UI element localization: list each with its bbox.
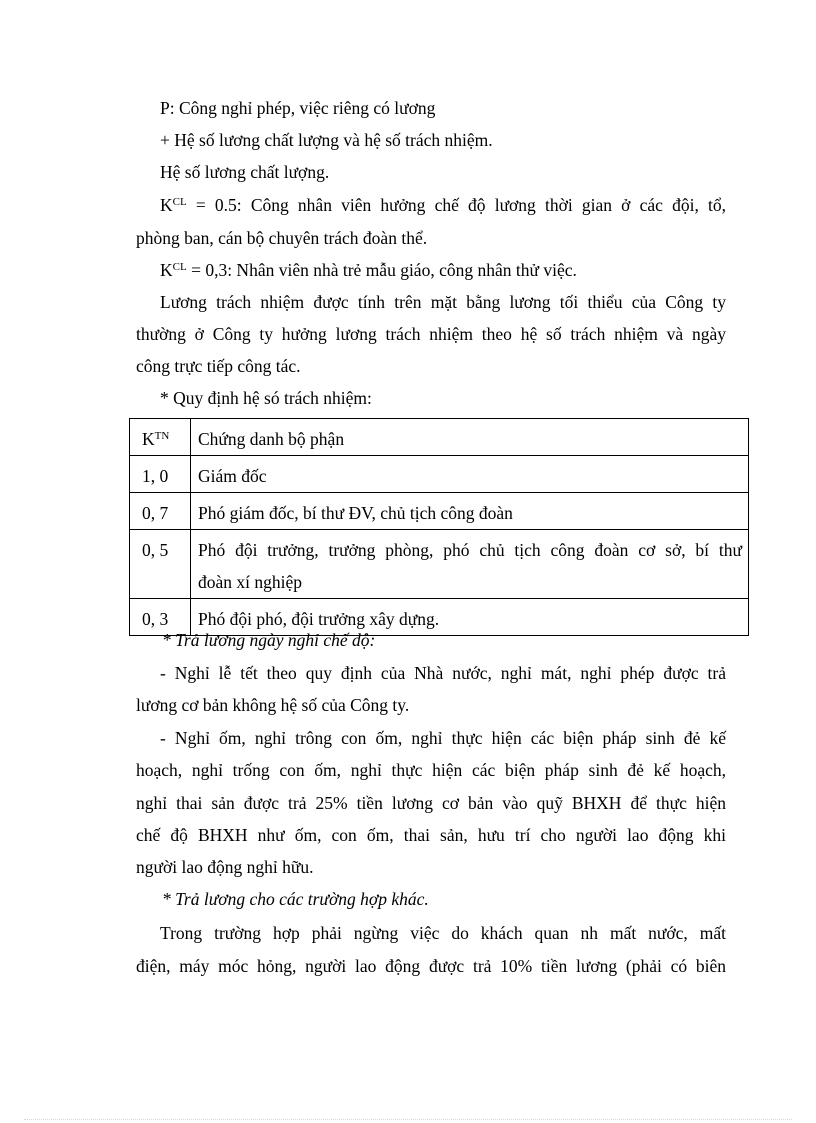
- paragraph-kcl-05-cont: phòng ban, cán bộ chuyên trách đoàn thể.: [136, 228, 428, 248]
- position-title: Phó đội phó, đội trưởng xây dựng.: [191, 599, 749, 636]
- table-row: [130, 493, 749, 530]
- k-value: 0, 5: [130, 530, 191, 599]
- paragraph-sick-2: hoạch, nghỉ trống con ốm, nghỉ thực hiện các biện pháp sinh đẻ kế hoạch,: [136, 760, 726, 780]
- table-row: [130, 456, 749, 493]
- position-title: Phó giám đốc, bí thư ĐV, chủ tịch công đoàn: [191, 493, 749, 530]
- position-title: Giám đốc: [191, 456, 749, 493]
- paragraph-stoppage-2: điện, máy móc hỏng, người lao động được trả 10% tiền lương (phải có biên: [136, 956, 726, 976]
- paragraph-kcl-05: $K^{CL} = 0.5$: Công nhân viên hưởng chế độ lương thời gian ở các đội, tổ,: [160, 195, 726, 215]
- paragraph-responsibility-1: Lương trách nhiệm được tính trên mặt bằng lương tối thiểu của Công ty: [160, 292, 726, 312]
- paragraph-leave-days: P: Công nghỉ phép, việc riêng có lương: [160, 98, 436, 118]
- paragraph-quality-coefficient: Hệ số lương chất lượng.: [160, 162, 330, 182]
- paragraph-coefficients: + Hệ số lương chất lượng và hệ số trách nhiệm.: [160, 130, 493, 150]
- k-value: 0, 7: [130, 493, 191, 530]
- header-k-cell: $K^{TN}$: [130, 419, 191, 456]
- responsibility-table: [129, 418, 749, 636]
- paragraph-responsibility-3: công trực tiếp công tác.: [136, 356, 301, 376]
- paragraph-responsibility-2: thường ở Công ty hưởng lương trách nhiệm theo hệ số trách nhiệm và ngày: [136, 324, 726, 344]
- header-title-cell: Chứng danh bộ phận: [191, 419, 749, 456]
- paragraph-sick-5: người lao động nghỉ hữu.: [136, 857, 314, 877]
- table-header-row: [130, 419, 749, 456]
- paragraph-sick-3: nghỉ thai sản được trả 25% tiền lương cơ bản vào quỹ BHXH để thực hiện: [136, 793, 726, 813]
- paragraph-rule-heading: * Quy định hệ só trách nhiệm:: [160, 388, 372, 408]
- page-bottom-border: [24, 1119, 792, 1120]
- paragraph-sick-4: chế độ BHXH như ốm, con ốm, thai sản, hưu trí cho người lao động khi: [136, 825, 726, 845]
- table-row: [130, 530, 749, 599]
- heading-other-cases: * Trả lương cho các trường hợp khác.: [162, 889, 429, 909]
- paragraph-holiday-2: lương cơ bản không hệ số của Công ty.: [136, 695, 410, 715]
- k-value: 0, 3: [130, 599, 191, 636]
- paragraph-sick-1: - Nghỉ ốm, nghỉ trông con ốm, nghỉ thực hiện các biện pháp sinh đẻ kế: [160, 728, 726, 748]
- paragraph-holiday-1: - Nghỉ lễ tết theo quy định của Nhà nước, nghỉ mát, nghỉ phép được trả: [160, 663, 726, 683]
- paragraph-stoppage-1: Trong trường hợp phải ngừng việc do khách quan nh mất nước, mất: [160, 923, 726, 943]
- position-title: Phó đội trưởng, trưởng phòng, phó chủ tịch công đoàn cơ sở, bí thư đoàn xí nghiệp: [191, 530, 749, 599]
- paragraph-kcl-03: $K^{CL} = 0,3$: Nhân viên nhà trẻ mẫu giáo, công nhân thử việc.: [160, 260, 577, 280]
- heading-leave-pay: * Trả lương ngày nghỉ chế độ:: [162, 630, 376, 650]
- k-value: 1, 0: [130, 456, 191, 493]
